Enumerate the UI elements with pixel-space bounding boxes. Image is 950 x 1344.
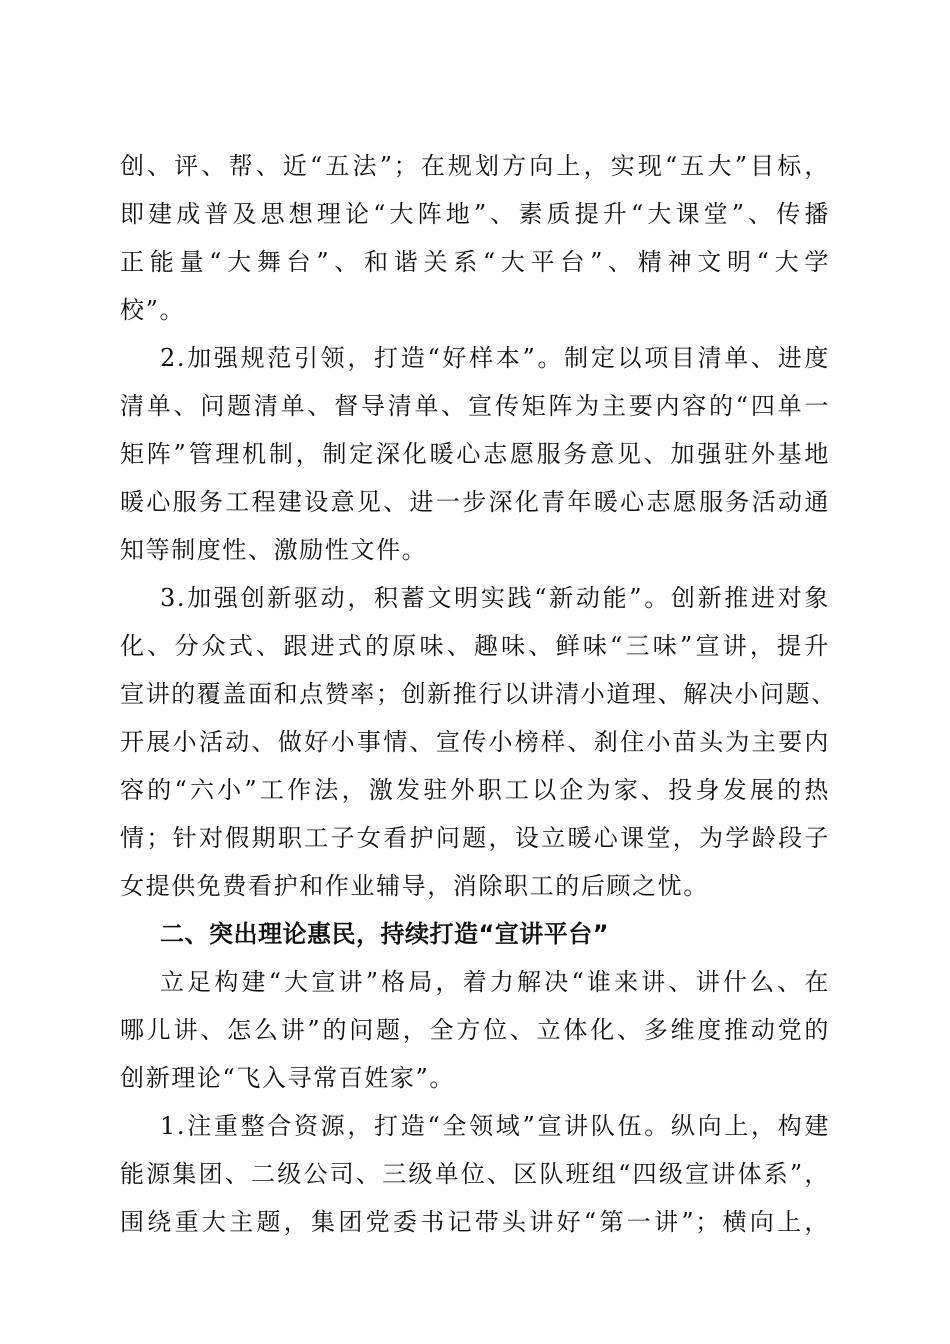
paragraph-line: 清单、问题清单、督导清单、宣传矩阵为主要内容的“四单一 bbox=[120, 392, 830, 420]
section-heading: 二、突出理论惠民，持续打造“宣讲平台” bbox=[160, 920, 610, 948]
paragraph-line: 宣讲的覆盖面和点赞率；创新推行以讲清小道理、解决小问题、 bbox=[120, 680, 837, 708]
paragraph-line: 开展小活动、做好小事情、宣传小榜样、刹住小苗头为主要内 bbox=[120, 728, 830, 756]
paragraph-line: 围绕重大主题，集团党委书记带头讲好“第一讲”；横向上， bbox=[120, 1208, 830, 1236]
paragraph-line: 化、分众式、跟进式的原味、趣味、鲜味“三味”宣讲，提升 bbox=[120, 632, 830, 660]
paragraph-line: 立足构建“大宣讲”格局，着力解决“谁来讲、讲什么、在 bbox=[160, 968, 830, 996]
paragraph-line: 校”。 bbox=[120, 296, 186, 324]
paragraph-line: 暖心服务工程建设意见、进一步深化青年暖心志愿服务活动通 bbox=[120, 488, 830, 516]
paragraph-line: 1.注重整合资源，打造“全领域”宣讲队伍。纵向上，构建 bbox=[160, 1112, 830, 1140]
paragraph-line: 矩阵”管理机制，制定深化暖心志愿服务意见、加强驻外基地 bbox=[120, 440, 830, 468]
paragraph-line: 女提供免费看护和作业辅导，消除职工的后顾之忧。 bbox=[120, 872, 709, 900]
paragraph-line: 哪儿讲、怎么讲”的问题，全方位、立体化、多维度推动党的 bbox=[120, 1016, 830, 1044]
paragraph-line: 能源集团、二级公司、三级单位、区队班组“四级宣讲体系”， bbox=[120, 1160, 830, 1188]
paragraph-line: 容的“六小”工作法，激发驻外职工以企为家、投身发展的热 bbox=[120, 776, 830, 804]
paragraph-line: 2.加强规范引领，打造“好样本”。制定以项目清单、进度 bbox=[160, 344, 830, 372]
paragraph-line: 3.加强创新驱动，积蓄文明实践“新动能”。创新推进对象 bbox=[160, 584, 830, 612]
paragraph-line: 情；针对假期职工子女看护问题，设立暖心课堂，为学龄段子 bbox=[120, 824, 830, 852]
paragraph-line: 即建成普及思想理论“大阵地”、素质提升“大课堂”、传播 bbox=[120, 200, 830, 228]
paragraph-line: 知等制度性、激励性文件。 bbox=[120, 536, 428, 564]
paragraph-line: 创、评、帮、近“五法”；在规划方向上，实现“五大”目标， bbox=[120, 152, 830, 180]
paragraph-line: 正能量“大舞台”、和谐关系“大平台”、精神文明“大学 bbox=[120, 248, 830, 276]
paragraph-line: 创新理论“飞入寻常百姓家”。 bbox=[120, 1064, 455, 1092]
